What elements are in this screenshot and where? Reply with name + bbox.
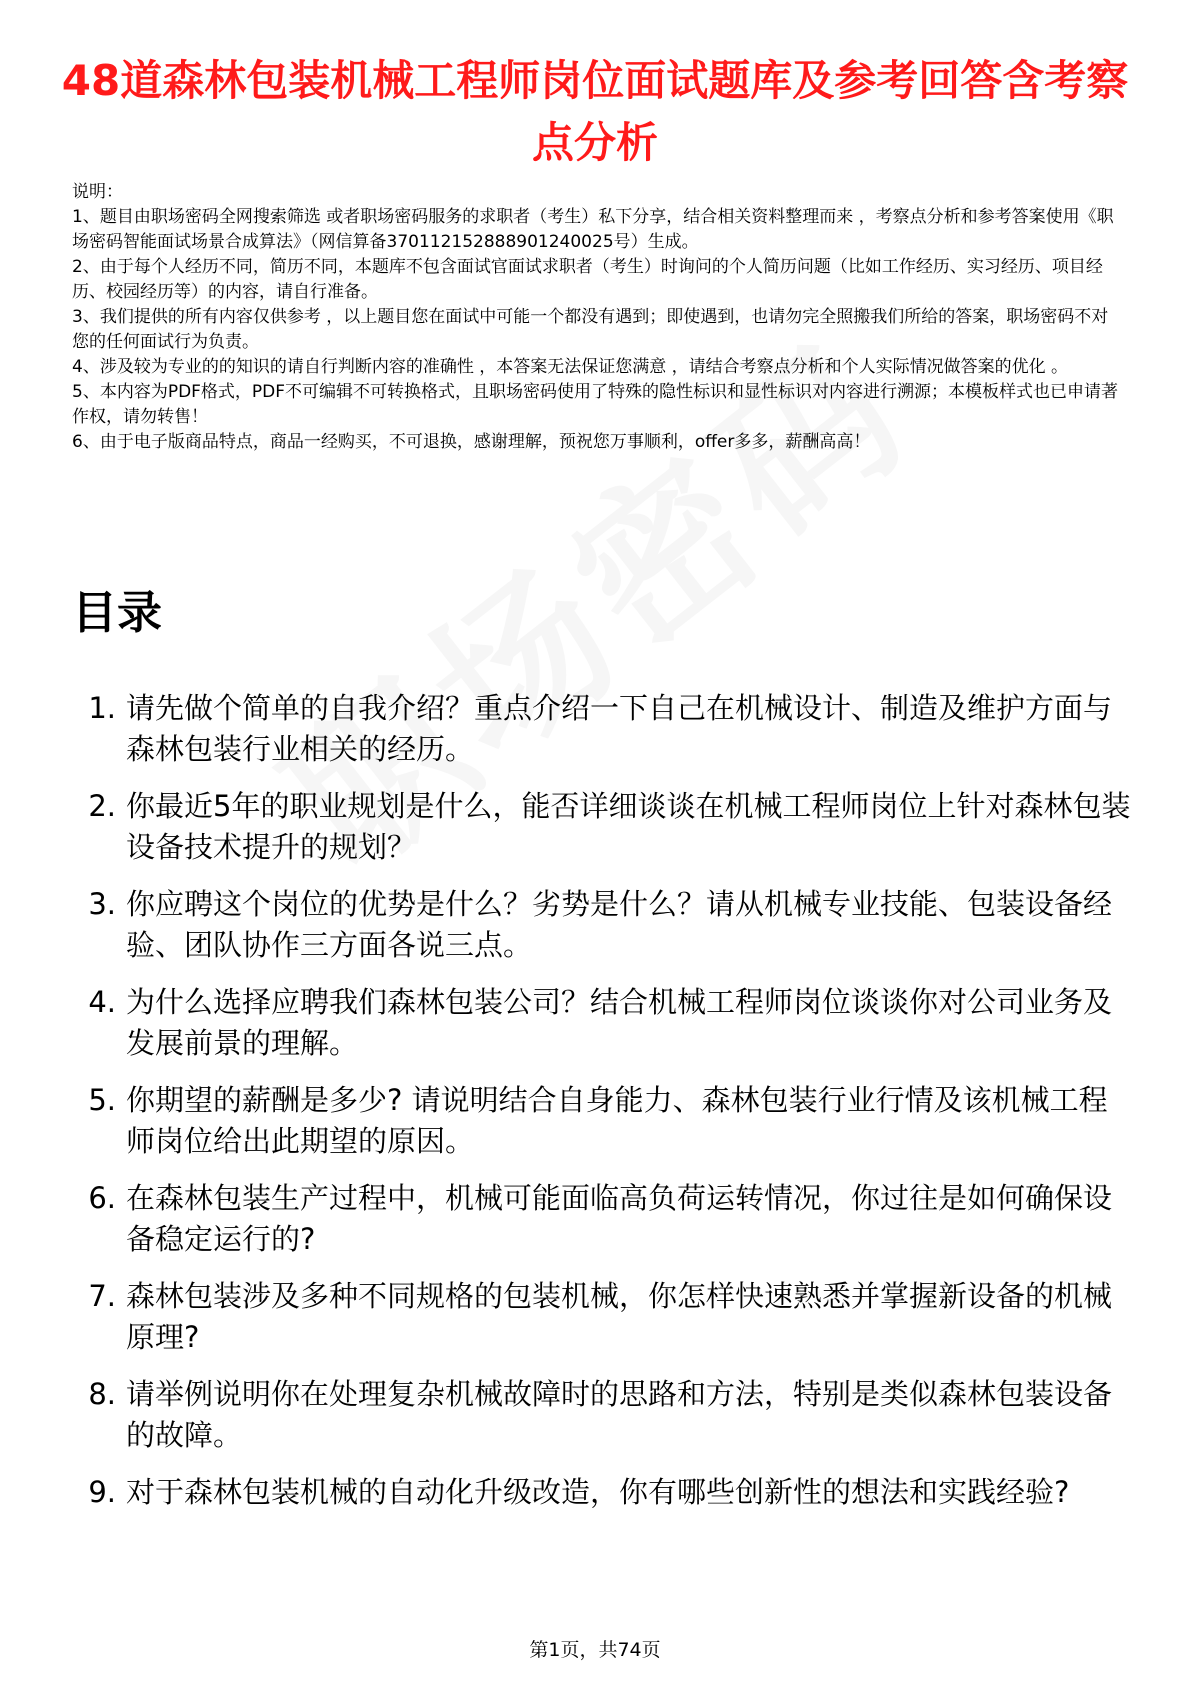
toc-item-number: 5. bbox=[88, 1083, 116, 1117]
toc-item-text: 请举例说明你在处理复杂机械故障时的思路和方法，特别是类似森林包装设备的故障。 bbox=[126, 1377, 1113, 1452]
toc-item-number: 1. bbox=[88, 691, 116, 725]
toc-item[interactable] bbox=[72, 688, 1132, 770]
note-item: 2、由于每个人经历不同，简历不同，本题库不包含面试官面试求职者（考生）时询问的个人简历问题（比如工作经历、实习经历、项目经历、校园经历等）的内容，请自行准备。 bbox=[72, 257, 1103, 302]
toc-list bbox=[72, 688, 1132, 1529]
toc-item-number: 4. bbox=[88, 985, 116, 1019]
toc-item[interactable] bbox=[72, 1472, 1132, 1513]
toc-item[interactable] bbox=[72, 884, 1132, 966]
toc-item-text: 你期望的薪酬是多少? 请说明结合自身能力、森林包装行业行情及该机械工程师岗位给出此期望的原因。 bbox=[126, 1083, 1108, 1158]
toc-item-number: 2. bbox=[88, 789, 116, 823]
toc-item-number: 9. bbox=[88, 1475, 116, 1509]
toc-item-text: 对于森林包装机械的自动化升级改造，你有哪些创新性的想法和实践经验? bbox=[126, 1475, 1070, 1509]
toc-item-number: 3. bbox=[88, 887, 116, 921]
note-item: 6、由于电子版商品特点，商品一经购买，不可退换，感谢理解，预祝您万事顺利，offer多多，薪酬高高！ bbox=[72, 432, 871, 452]
page-footer: 第1页，共74页 bbox=[529, 1639, 661, 1661]
document-title: 48道森林包装机械工程师岗位面试题库及参考回答含考察点分析 bbox=[61, 56, 1129, 167]
toc-item-text: 森林包装涉及多种不同规格的包装机械，你怎样快速熟悉并掌握新设备的机械原理? bbox=[126, 1279, 1113, 1354]
toc-item-number: 6. bbox=[88, 1181, 116, 1215]
toc-item-text: 为什么选择应聘我们森林包装公司？结合机械工程师岗位谈谈你对公司业务及发展前景的理解。 bbox=[126, 985, 1113, 1060]
toc-item[interactable] bbox=[72, 1178, 1132, 1260]
note-item: 1、题目由职场密码全网搜索筛选 或者职场密码服务的求职者（考生）私下分享，结合相关资料整理而来 ，考察点分析和参考答案使用《职场密码智能面试场景合成算法》（网信算备370112152888901240025号）生成。 bbox=[72, 207, 1114, 252]
toc-item-text: 你应聘这个岗位的优势是什么？劣势是什么？请从机械专业技能、包装设备经验、团队协作三方面各说三点。 bbox=[126, 887, 1113, 962]
toc-item[interactable] bbox=[72, 1276, 1132, 1358]
toc-item-text: 你最近5年的职业规划是什么，能否详细谈谈在机械工程师岗位上针对森林包装设备技术提升的规划？ bbox=[126, 789, 1131, 864]
toc-item[interactable] bbox=[72, 1374, 1132, 1456]
toc-item-text: 请先做个简单的自我介绍？重点介绍一下自己在机械设计、制造及维护方面与森林包装行业相关的经历。 bbox=[126, 691, 1113, 766]
toc-item-text: 在森林包装生产过程中，机械可能面临高负荷运转情况，你过往是如何确保设备稳定运行的? bbox=[126, 1181, 1113, 1256]
note-item: 5、本内容为PDF格式，PDF不可编辑不可转换格式，且职场密码使用了特殊的隐性标识和显性标识对内容进行溯源；本模板样式也已申请著作权，请勿转售！ bbox=[72, 382, 1119, 427]
note-item: 4、涉及较为专业的的知识的请自行判断内容的准确性 ，本答案无法保证您满意 ，请结合考察点分析和个人实际情况做答案的优化 。 bbox=[72, 357, 1069, 377]
notes-section bbox=[72, 180, 1124, 455]
toc-item[interactable] bbox=[72, 982, 1132, 1064]
toc-heading: 目录 bbox=[72, 586, 163, 639]
note-item: 3、我们提供的所有内容仅供参考 ，以上题目您在面试中可能一个都没有遇到；即使遇到，也请勿完全照搬我们所给的答案，职场密码不对您的任何面试行为负责。 bbox=[72, 307, 1109, 352]
notes-label: 说明： bbox=[72, 182, 123, 202]
toc-item[interactable] bbox=[72, 1080, 1132, 1162]
toc-item-number: 7. bbox=[88, 1279, 116, 1313]
toc-item-number: 8. bbox=[88, 1377, 116, 1411]
toc-item[interactable] bbox=[72, 786, 1132, 868]
